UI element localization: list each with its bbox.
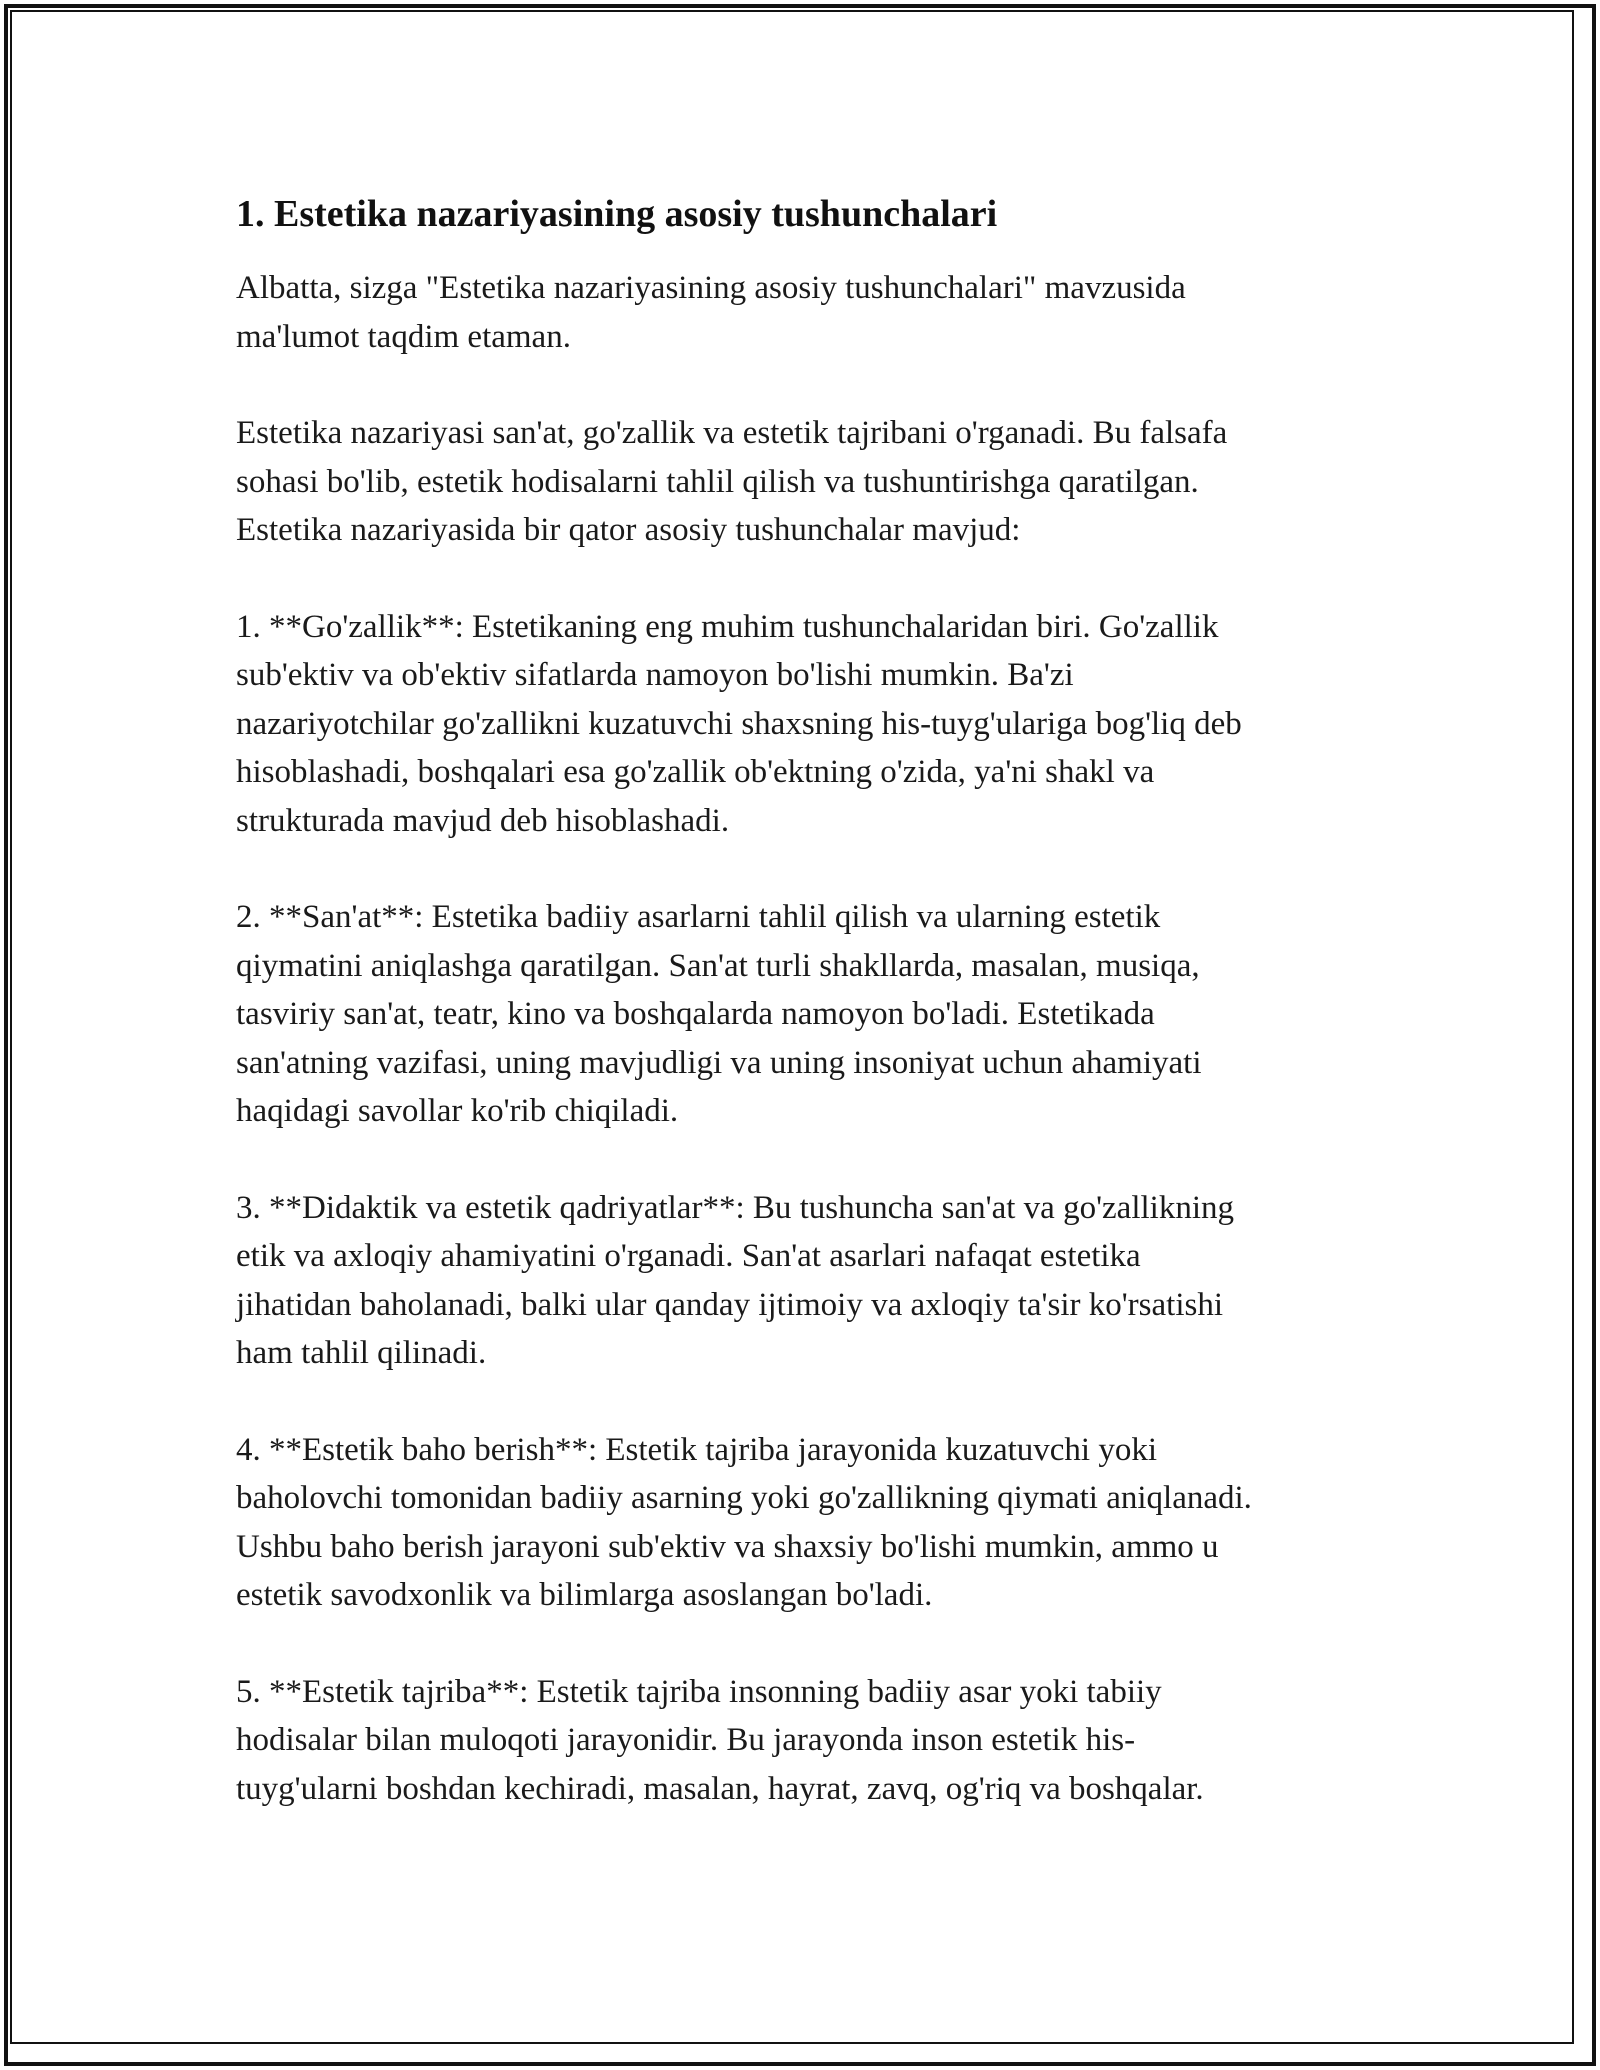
document-title: 1. Estetika nazariyasining asosiy tushunchalari [236,193,998,235]
paragraph-item-4: 4. **Estetik baho berish**: Estetik tajriba jarayonida kuzatuvchi yoki baholovchi tomonidan badiiy asarning yoki go'zallikning qiymati aniqlanadi. Ushbu baho berish jarayoni sub'ektiv va shaxsiy bo'lishi mumkin, ammo u estetik savodxonlik va bilimlarga asoslangan bo'ladi. [236,1431,1252,1613]
document-body [236,188,1386,1861]
paragraph-item-5: 5. **Estetik tajriba**: Estetik tajriba insonning badiiy asar yoki tabiiy hodisalar bilan muloqoti jarayonidir. Bu jarayonda inson estetik his- tuyg'ularni boshdan kechiradi, masalan, hayrat, zavq, og'riq va boshqalar. [236,1673,1204,1807]
paragraph-item-1: 1. **Go'zallik**: Estetikaning eng muhim tushunchalaridan biri. Go'zallik sub'ektiv va ob'ektiv sifatlarda namoyon bo'lishi mumkin. Ba'zi nazariyotchilar go'zallikni kuzatuvchi shaxsning his-tuyg'ulariga bog'liq deb hisoblashadi, boshqalari esa go'zallik ob'ektning o'zida, ya'ni shakl va strukturada mavjud deb hisoblashadi. [236,608,1242,839]
paragraph-intro: Albatta, sizga "Estetika nazariyasining asosiy tushunchalari" mavzusida ma'lumot taqdim etaman. [236,270,1186,355]
paragraph-item-3: 3. **Didaktik va estetik qadriyatlar**: Bu tushuncha san'at va go'zallikning etik va axloqiy ahamiyatini o'rganadi. San'at asarlari nafaqat estetika jihatidan baholanadi, balki ular qanday ijtimoiy va axloqiy ta'sir ko'rsatishi ham tahlil qilinadi. [236,1189,1234,1371]
paragraph-item-2: 2. **San'at**: Estetika badiiy asarlarni tahlil qilish va ularning estetik qiymatini aniqlashga qaratilgan. San'at turli shakllarda, masalan, musiqa, tasviriy san'at, teatr, kino va boshqalarda namoyon bo'ladi. Estetikada san'atning vazifasi, uning mavjudligi va uning insoniyat uchun ahamiyati haqidagi savollar ko'rib chiqiladi. [236,899,1202,1129]
paragraph-overview: Estetika nazariyasi san'at, go'zallik va estetik tajribani o'rganadi. Bu falsafa sohasi bo'lib, estetik hodisalarni tahlil qilish va tushuntirishga qaratilgan. Estetika nazariyasida bir qator asosiy tushunchalar mavjud: [236,415,1228,548]
